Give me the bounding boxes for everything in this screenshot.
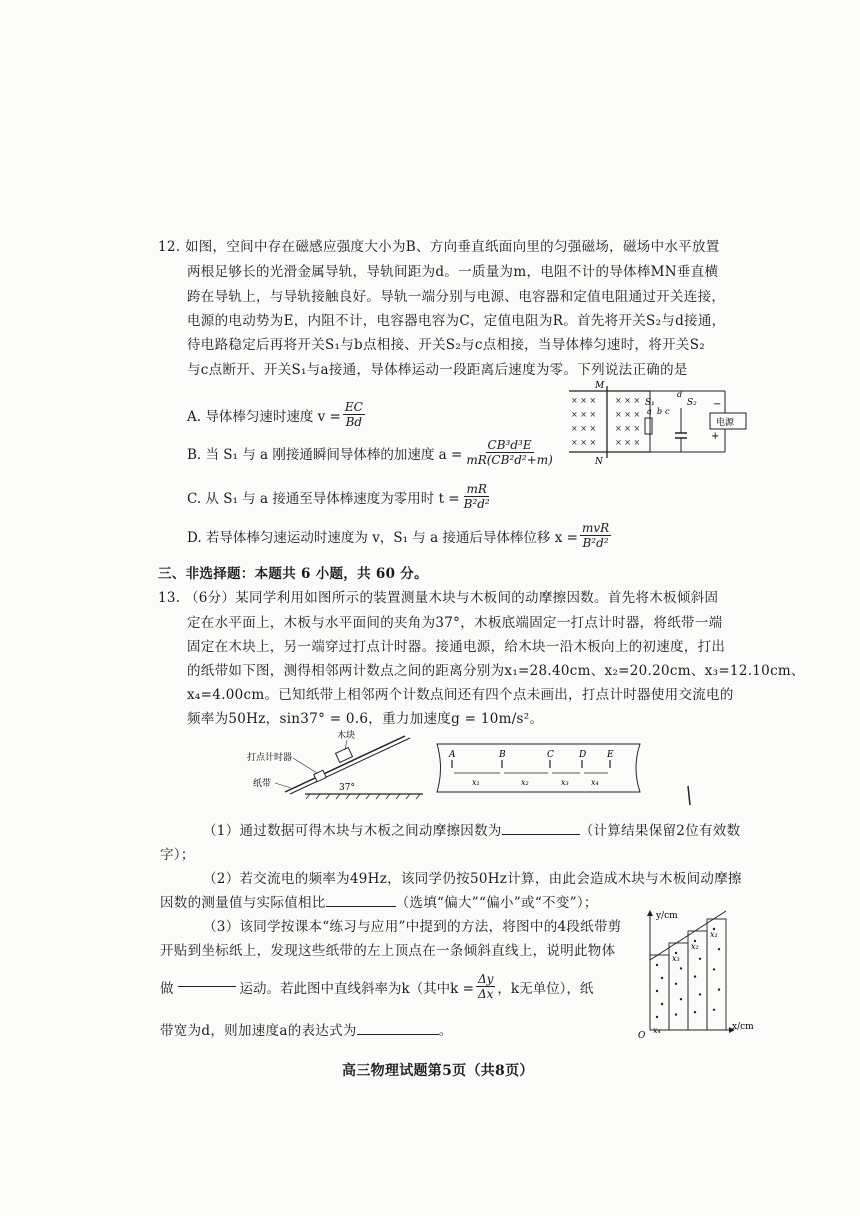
circuit-figure <box>565 378 765 468</box>
tape-point-label: B <box>499 750 506 760</box>
tape-strip-dot <box>694 975 696 977</box>
q13-part2-cont <box>160 894 598 912</box>
label-plus: + <box>711 431 720 442</box>
q13-line-3: 固定在木块上，另一端穿过打点计时器。接通电源，给木块一沿木板向上的初速度，打出 <box>187 639 726 655</box>
tape-strip-dot <box>699 958 701 960</box>
q12-line-2: 两根足够长的光滑金属导轨，导轨间距为d。一质量为m，电阻不计的导体棒MN垂直横 <box>187 264 719 280</box>
frac-num: EC <box>344 400 363 414</box>
ground-hatch <box>306 794 420 799</box>
tape-strip-label: x₂ <box>691 942 699 951</box>
label-m: M <box>595 381 605 391</box>
label-block: 木块 <box>337 731 356 741</box>
tape-segment-label: x₁ <box>472 778 480 787</box>
part2-text-b: 因数的测量值与实际值相比 <box>160 895 326 911</box>
tape-strip-dot <box>713 1009 715 1011</box>
tape-strips <box>650 919 726 1035</box>
q13-part1 <box>203 822 740 840</box>
tape-graph <box>634 905 760 1040</box>
origin-label: O <box>638 1031 646 1040</box>
q13-part2: （2）若交流电的频率为49Hz，该同学仍按50Hz计算，由此会造成木块与木板间动摩擦 <box>203 871 742 887</box>
q12-option-d <box>187 521 613 550</box>
tape-segment-label: x₂ <box>521 778 529 787</box>
tape-segments <box>454 773 608 787</box>
tape-strip-dot <box>718 948 720 950</box>
label-timer: 打点计时器 <box>247 753 293 763</box>
option-a-fraction <box>343 400 365 429</box>
part3-accel-text: 带宽为d，则加速度a的表达式为 <box>160 1023 357 1039</box>
svg-text:× × ×: × × × <box>615 438 641 447</box>
tape-strip-label: x₄ <box>653 1026 661 1035</box>
tape-strip-label: x₃ <box>672 954 680 963</box>
paper-tape-figure <box>432 740 647 796</box>
part3-do: 做 <box>160 980 174 997</box>
part1-text-a: （1）通过数据可得木块与木板之间动摩擦因数为 <box>203 823 502 839</box>
section-3-heading: 三、非选择题：本题共 6 小题，共 60 分。 <box>158 566 428 582</box>
frac-num: CB³d³E <box>487 438 532 452</box>
answer-blank-1[interactable] <box>502 834 580 835</box>
label-s1: S₁ <box>645 398 655 408</box>
label-d: d <box>677 390 683 399</box>
answer-blank-2[interactable] <box>326 906 396 907</box>
tape-strip-dot <box>656 990 658 992</box>
tape-segment-label: x₄ <box>591 778 599 787</box>
svg-text:× × ×: × × × <box>615 410 641 419</box>
q12-option-a <box>187 400 367 429</box>
resistor <box>645 418 652 434</box>
tape-strip <box>650 955 669 1030</box>
answer-blank-3[interactable] <box>178 986 236 987</box>
y-axis-label: y/cm <box>656 911 678 921</box>
tape-points <box>448 750 614 768</box>
tape-strip-dot <box>661 977 663 979</box>
tape-point-label: D <box>579 750 587 760</box>
tape-strip-dot <box>680 998 682 1000</box>
svg-text:× × ×: × × × <box>571 424 597 433</box>
answer-blank-4[interactable] <box>357 1034 439 1035</box>
tape-strip-dot <box>718 988 720 990</box>
tape-strip-dot <box>656 964 658 966</box>
q12-option-c <box>187 482 494 511</box>
q12-line-6: 与c点断开、开关S₁与a接通，导体棒运动一段距离后速度为零。下列说法正确的是 <box>187 362 688 378</box>
option-c-text: C. 从 S₁ 与 a 接通至导体棒速度为零用时 t = <box>187 490 460 507</box>
wood-block <box>336 748 353 763</box>
q13-line-5: x₄=4.00cm。已知纸带上相邻两个计数点间还有四个点未画出，打点计时器使用交流电的 <box>187 687 734 703</box>
label-a: a <box>647 407 652 416</box>
q12-line-1: 12. 如图，空间中存在磁感应强度大小为B、方向垂直纸面向里的匀强磁场，磁场中水平放置 <box>158 239 720 255</box>
page-footer: 高三物理试题第5页（共8页） <box>342 1063 534 1079</box>
label-b: b <box>657 407 663 416</box>
q13-line-2: 定在水平面上，木板与水平面间的夹角为37°，木板底端固定一打点计时器，将纸带一端 <box>187 615 723 631</box>
frac-num: mR <box>466 482 487 496</box>
option-a-text: A. 导体棒匀速时速度 v = <box>187 408 341 425</box>
tape-point-label: A <box>449 750 456 760</box>
leader-timer <box>293 758 317 773</box>
label-c: c <box>665 407 670 416</box>
slope-fraction <box>476 972 495 1001</box>
q13-part3-line4 <box>160 1022 453 1040</box>
label-minus: − <box>713 399 722 410</box>
option-b-fraction <box>464 438 555 467</box>
label-n: N <box>595 457 603 467</box>
tape-strip-dot <box>680 967 682 969</box>
label-s2: S₂ <box>687 398 697 408</box>
x-axis-label: x/cm <box>732 1022 754 1032</box>
q13-line-6: 频率为50Hz，sin37° = 0.6，重力加速度g = 10m/s²。 <box>187 711 544 727</box>
stray-mark <box>686 785 692 807</box>
q12-line-3: 跨在导轨上，与导轨接触良好。导轨一端分别与电源、电容器和定值电阻通过开关连接， <box>187 289 726 305</box>
tape-segment-label: x₃ <box>561 778 569 787</box>
part3-end: 。 <box>438 1023 453 1039</box>
part3-slope-text: 运动。若此图中直线斜率为k（其中k = <box>239 980 474 997</box>
tape-strip-dot <box>713 968 715 970</box>
svg-text:× × ×: × × × <box>571 396 597 405</box>
svg-text:× × ×: × × × <box>571 410 597 419</box>
leader-tape <box>275 783 291 788</box>
tape-strip-dot <box>656 1016 658 1018</box>
q13-line-1: 13. （6分）某同学利用如图所示的装置测量木块与木板间的动摩擦因数。首先将木板倾斜固 <box>158 590 719 606</box>
label-tape: 纸带 <box>253 779 272 789</box>
magnetic-field-crosses <box>571 396 640 447</box>
tape-strip-dot <box>699 993 701 995</box>
option-d-text: D. 若导体棒匀速运动时速度为 v，S₁ 与 a 接通后导体棒位移 x = <box>187 529 578 546</box>
svg-text:× × ×: × × × <box>571 438 597 447</box>
frac-den: Δx <box>477 987 494 1001</box>
tape-strip-dot <box>694 1011 696 1013</box>
option-d-fraction <box>580 521 611 550</box>
q12-option-b <box>187 438 557 467</box>
frac-den: B²d² <box>582 536 609 550</box>
q13-part1-cont: 字）； <box>160 847 195 863</box>
q13-part3-line2: 开贴到坐标纸上，发现这些纸带的左上顶点在一条倾斜直线上，说明此物体 <box>160 943 616 959</box>
q13-part3-line3 <box>160 972 593 1001</box>
frac-num: mvR <box>581 521 610 535</box>
q12-line-4: 电源的电动势为E，内阻不计，电容器电容为C，定值电阻为R。首先将开关S₂与d接通， <box>187 313 726 329</box>
tape-strip-dot <box>675 983 677 985</box>
option-c-fraction <box>462 482 492 511</box>
svg-text:× × ×: × × × <box>615 424 641 433</box>
power-source-label: 电源 <box>716 418 735 428</box>
part2-text-c: （选填“偏大”“偏小”或“不变”）； <box>395 895 598 911</box>
part3-slope-tail: ，k无单位），纸 <box>497 980 594 997</box>
tape-strip-dot <box>661 1003 663 1005</box>
q13-part3: （3）该同学按课本“练习与应用”中提到的方法，将图中的4段纸带剪 <box>203 919 622 935</box>
frac-den: Bd <box>345 415 363 429</box>
tape-strip-dot <box>675 1013 677 1015</box>
frac-num: Δy <box>477 972 494 986</box>
tape-point-label: C <box>547 750 554 760</box>
incline-figure <box>245 728 435 802</box>
q12-line-5: 待电路稳定后再将开关S₁与b点相接、开关S₂与c点相接，当导体棒匀速时，将开关S₂ <box>187 337 705 353</box>
q13-line-4: 的纸带如下图，测得相邻两计数点之间的距离分别为x₁=28.40cm、x₂=20.20cm、x₃=12.10cm、 <box>187 663 805 679</box>
label-angle: 37° <box>339 783 355 793</box>
tape-strip-label: x₁ <box>710 930 718 939</box>
option-b-text: B. 当 S₁ 与 a 刚接通瞬间导体棒的加速度 a = <box>187 446 463 463</box>
part1-text-b: （计算结果保留2位有效数 <box>579 823 741 839</box>
frac-den: B²d² <box>463 497 490 511</box>
frac-den: mR(CB²d²+m) <box>466 453 553 467</box>
svg-text:× × ×: × × × <box>615 396 641 405</box>
tape-point-label: E <box>607 750 614 760</box>
